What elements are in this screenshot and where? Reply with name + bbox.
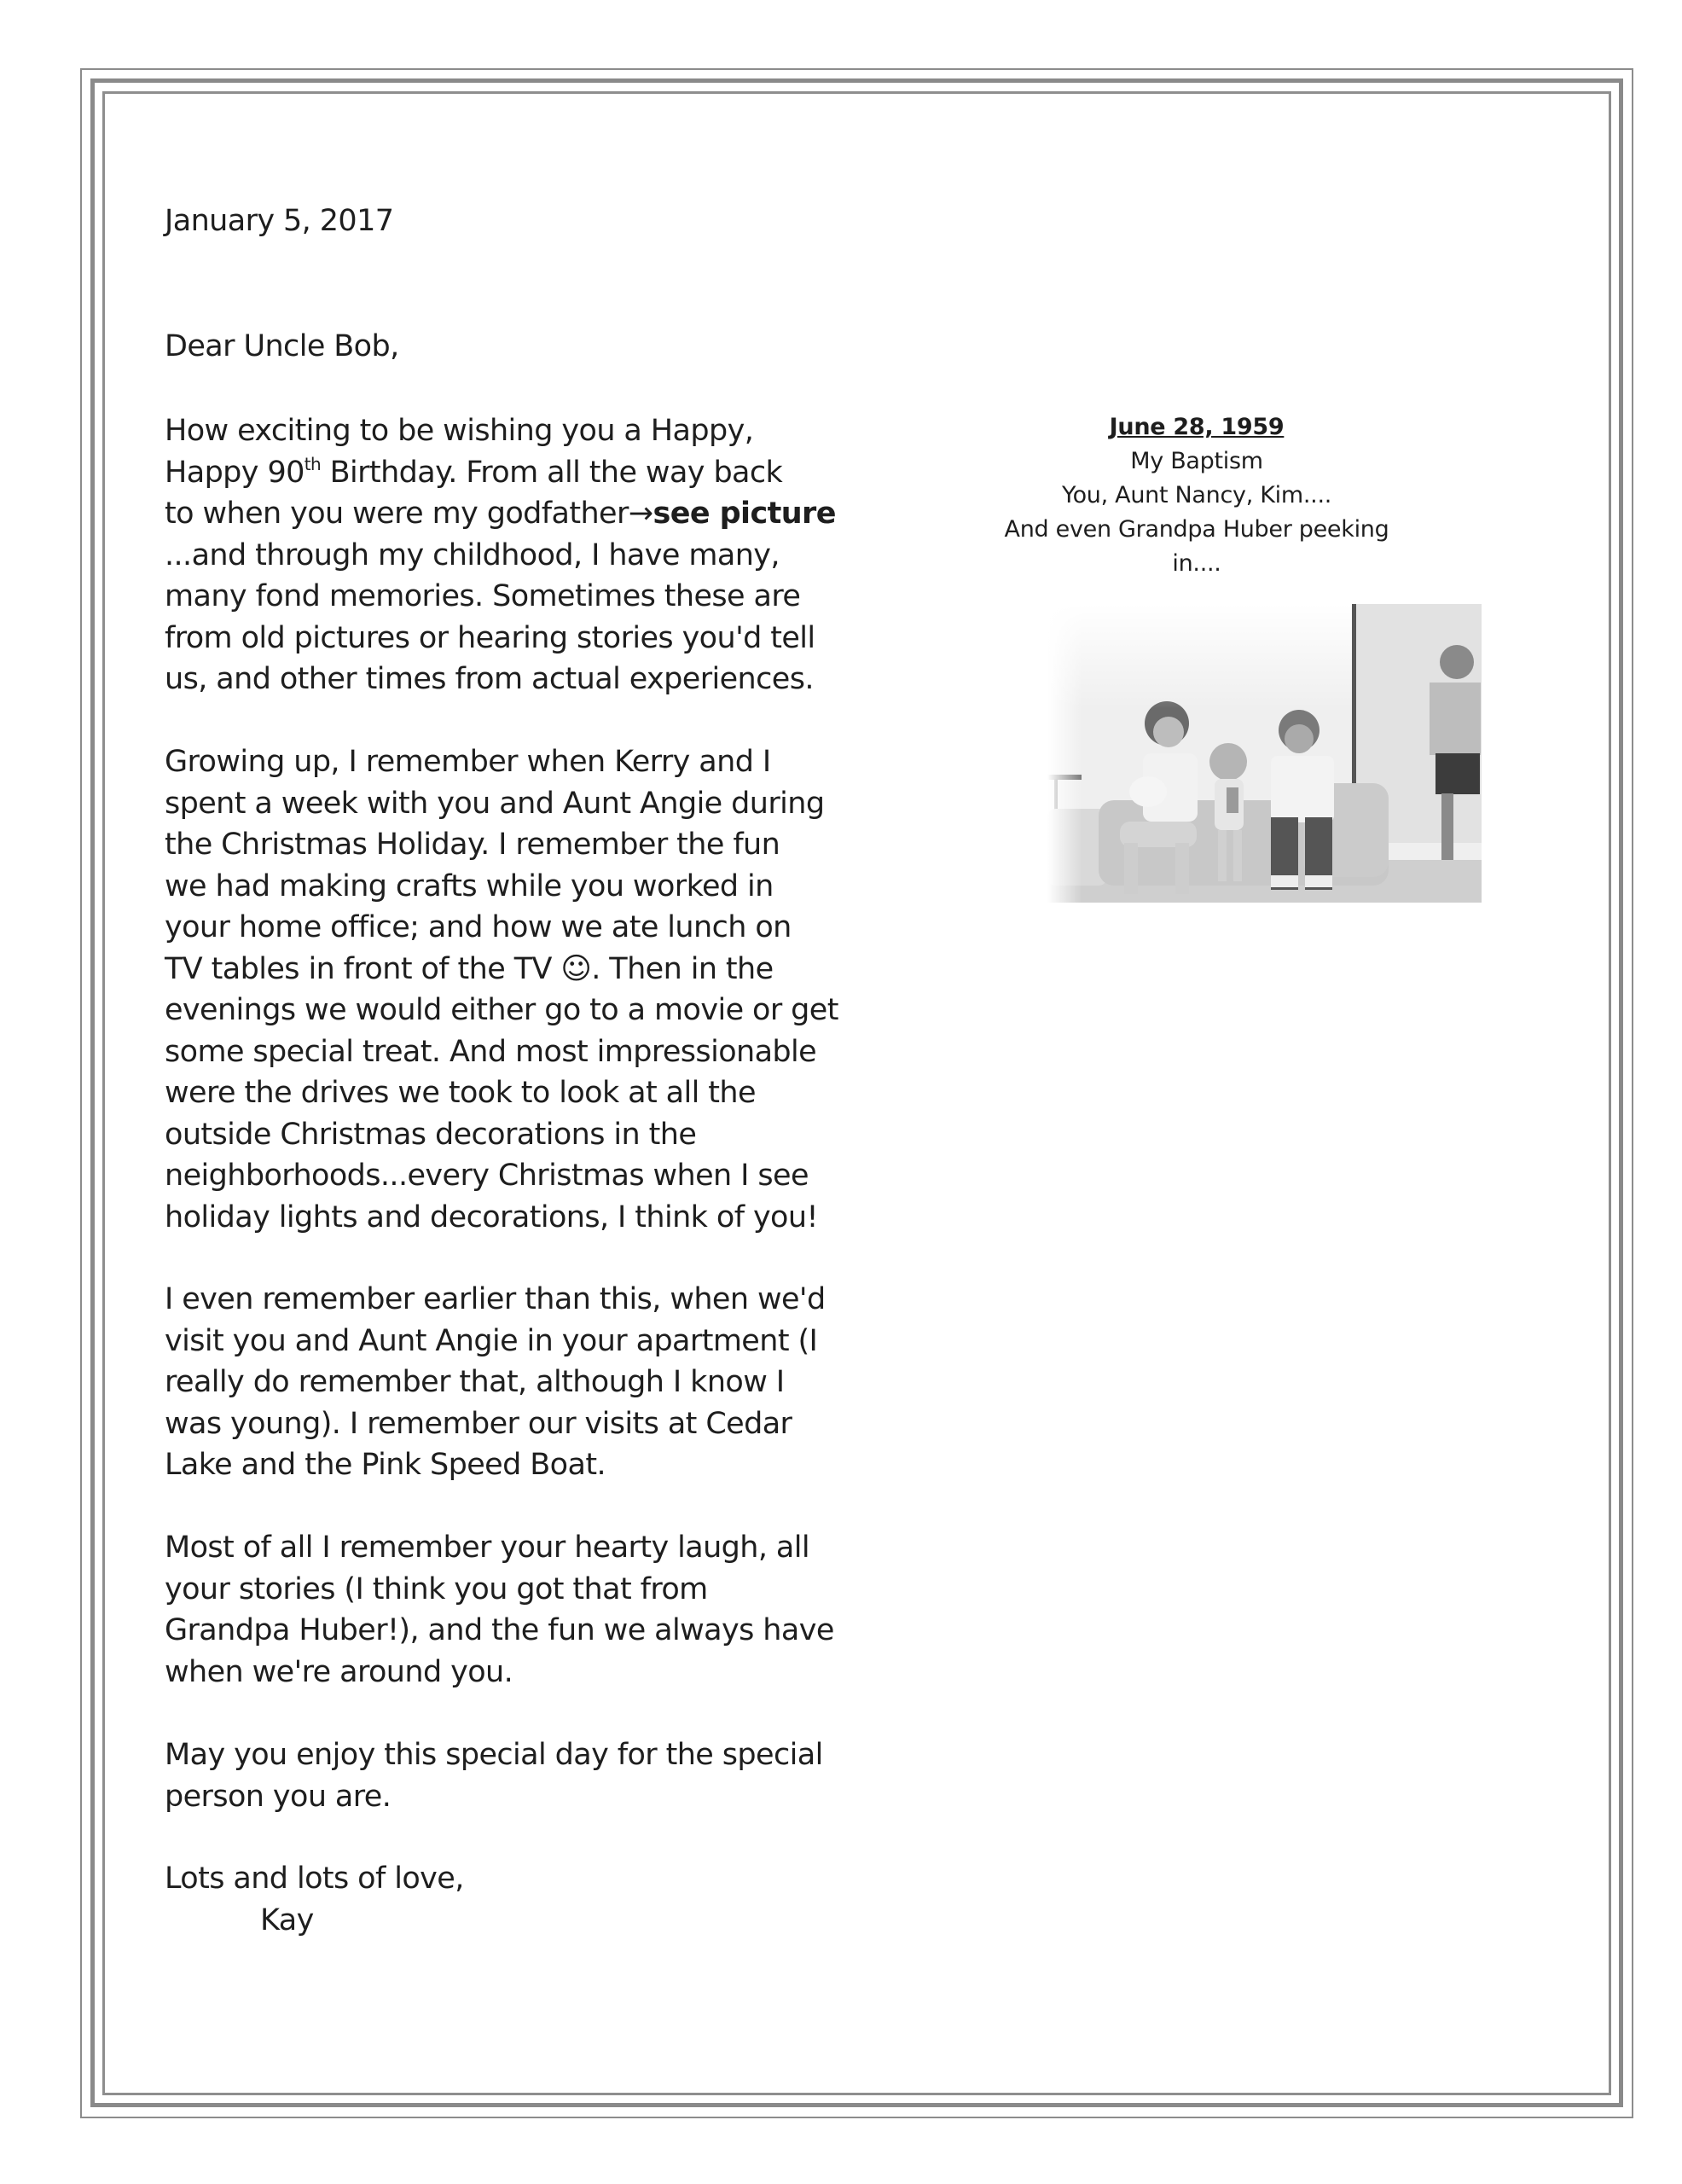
text-line: ...and through my childhood, I have many, [165, 537, 780, 572]
text-line: outside Christmas decorations in the [165, 1117, 697, 1152]
letter-signature: Kay [260, 1903, 314, 1937]
text-line [165, 452, 830, 494]
text-line: visit you and Aunt Angie in your apartment (I [165, 1323, 818, 1358]
text-segment: TV tables in front of the TV [165, 951, 552, 986]
text-line: How exciting to be wishing you a Happy, [165, 414, 754, 448]
text-line: when we're around you. [165, 1654, 513, 1689]
family-photo [1047, 604, 1482, 903]
text-line: holiday lights and decorations, I think of you! [165, 1199, 818, 1234]
text-segment: . Then in the [591, 951, 774, 986]
text-segment: Happy 90 [165, 455, 304, 490]
ordinal-superscript: th [304, 453, 322, 474]
text-line: person you are. [165, 1779, 392, 1814]
photo-illustration [1047, 604, 1482, 903]
arrow-right-icon: → [628, 497, 653, 531]
text-line: was young). I remember our visits at Cedar [165, 1406, 792, 1441]
smiley-icon: ☺ [560, 951, 592, 986]
text-line: spent a week with you and Aunt Angie during [165, 786, 825, 821]
paragraph-1 [165, 410, 836, 700]
letter-salutation: Dear Uncle Bob, [165, 329, 399, 363]
text-line: I even remember earlier than this, when we'd [165, 1282, 826, 1316]
text-line: your stories (I think you got that from [165, 1571, 708, 1606]
caption-date: June 28, 1959 [1109, 414, 1285, 440]
text-line: us, and other times from actual experiences. [165, 662, 814, 696]
text-line: the Christmas Holiday. I remember the fun [165, 828, 780, 862]
paragraph-5 [165, 1734, 830, 1817]
text-segment: Birthday. From all the way back [321, 455, 783, 490]
text-line: we had making crafts while you worked in [165, 868, 774, 903]
paragraph-2 [165, 741, 838, 1238]
text-line: evenings we would either go to a movie or get [165, 993, 838, 1027]
text-line: from old pictures or hearing stories you'd tell [165, 620, 815, 655]
text-line: May you enjoy this special day for the special [165, 1738, 823, 1772]
closing-text: Lots and lots of love, [165, 1862, 464, 1896]
text-line [165, 949, 830, 990]
see-picture-reference: see picture [652, 497, 836, 531]
text-line: really do remember that, although I know I [165, 1365, 785, 1399]
text-line: Most of all I remember your hearty laugh, all [165, 1531, 810, 1565]
caption-line: And even Grandpa Huber peeking in.... [1004, 516, 1389, 577]
text-line: neighborhoods...every Christmas when I see [165, 1159, 809, 1193]
caption-line: My Baptism [1130, 448, 1263, 474]
text-line: your home office; and how we ate lunch on [165, 910, 792, 944]
text-segment: to when you were my godfather [165, 497, 629, 531]
text-line: many fond memories. Sometimes these are [165, 579, 801, 613]
text-line: Lake and the Pink Speed Boat. [165, 1448, 606, 1482]
text-line: some special treat. And most impressionable [165, 1034, 817, 1069]
paragraph-4 [165, 1527, 834, 1693]
letter-closing [165, 1858, 830, 1900]
photo-caption [983, 410, 1410, 581]
letter-date: January 5, 2017 [165, 204, 394, 238]
text-line: Grandpa Huber!), and the fun we always have [165, 1613, 834, 1647]
caption-line: You, Aunt Nancy, Kim.... [1061, 482, 1332, 508]
text-line [165, 493, 836, 535]
text-line: were the drives we took to look at all the [165, 1076, 756, 1110]
text-line: Growing up, I remember when Kerry and I [165, 745, 771, 779]
paragraph-3 [165, 1279, 830, 1486]
